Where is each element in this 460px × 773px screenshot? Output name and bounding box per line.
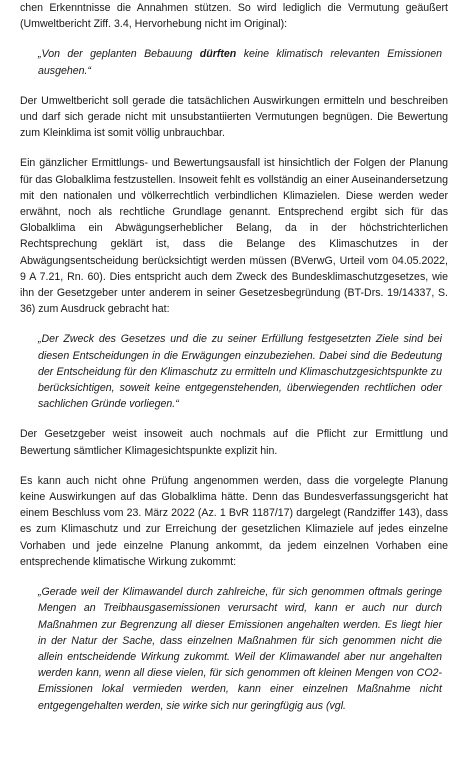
quote-text-end: keine klimatisch relevanten Emissionen ausgehen.“ bbox=[38, 48, 442, 77]
paragraph-bverfg: Es kann auch nicht ohne Prüfung angenommen werden, dass die vorgelegte Planung keine Auswirkungen auf das Globalklima hätte. Denn das Bundesverfassungsgericht hat einem Beschluss vom 23. März 2022 (Az. 1 BvR 1187/17) dargelegt (Randziffer 143), dass es zum Klimaschutz und zur Erreichung der gesetzlichen Klimaziele auf jedes einzelne Vorhaben und jede einzelne Planung ankommt, da jedem einzelnen Vorhaben eine entsprechende klimatische Wirkung zukommt: bbox=[20, 474, 448, 568]
quote-text-start: „Von der geplanten Bebauung bbox=[38, 48, 200, 61]
quote-emphasis: dürften bbox=[199, 48, 237, 61]
paragraph-gesetzgeber: Der Gesetzgeber weist insoweit auch nochmals auf die Pflicht zur Ermittlung und Bewertung sämtlicher Klimagesichtspunkte explizit hin. bbox=[20, 428, 448, 457]
paragraph-kleinklima: Der Umweltbericht soll gerade die tatsächlichen Auswirkungen ermitteln und beschreiben und darf sich gerade nicht mit unsubstantiierten Vermutungen begnügen. Die Bewertung zum Kleinklima ist somit völlig unbrauchbar. bbox=[20, 94, 448, 140]
quote-umweltbericht bbox=[20, 46, 448, 78]
paragraph-intro: chen Erkenntnisse die Annahmen stützen. So wird lediglich die Vermutung geäußert (Umweltbericht Ziff. 3.4, Hervorhebung nicht im Original): bbox=[20, 2, 448, 31]
quote-bverfg: „Gerade weil der Klimawandel durch zahlreiche, für sich genommen oftmals geringe Mengen an Treibhausgasemissionen verursacht wird, kann er auch nur durch Maßnahmen zur Begrenzung all dieser Emissionen angehalten werden. Es liegt hier in der Natur der Sache, dass einzelnen Maßnahmen für sich genommen nicht die allein entscheidende Wirkung zukommt. Weil der Klimawandel aber nur angehalten werden kann, wenn all diese vielen, für sich genommen oft kleinen Mengen von CO2-Emissionen lokal vermieden werden, kann einer einzelnen Maßnahme nicht entgegengehalten werden, sie wirke sich nur geringfügig aus (vgl. bbox=[38, 586, 442, 712]
paragraph-globalklima: Ein gänzlicher Ermittlungs- und Bewertungsausfall ist hinsichtlich der Folgen der Planung für das Globalklima festzustellen. Insoweit fehlt es vollständig an einer Auseinandersetzung mit den nationalen und völkerrechtlich verbindlichen Klimazielen. Diese werden weder erwähnt, noch als rechtliche Grundlage genannt. Entsprechend ergibt sich für das Globalklima ein Abwägungserheblicher Belang, da in der höchstrichterlichen Rechtsprechung geklärt ist, dass die Belange des Klimaschutzes in der Abwägungsentscheidung berücksichtigt werden müssen (BVerwG, Urteil vom 04.05.2022, 9 A 7.21, Rn. 60). Dies entspricht auch dem Zweck des Bundesklimaschutzgesetzes, wie ihn der Gesetzgeber unter anderem in seiner Gesetzesbegründung (BT-Drs. 19/14337, S. 36) zum Ausdruck gebracht hat: bbox=[20, 157, 448, 316]
quote-gesetzesbegruendung: „Der Zweck des Gesetzes und die zu seiner Erfüllung festgesetzten Ziele sind bei diesen Entscheidungen in die Erwägungen einzubeziehen. Dabei sind die Bedeutung der Entscheidung für den Klimaschutz zu ermitteln und Klimaschutzgesichtspunkte zu berücksichtigen, soweit keine entgegenstehenden, überwiegenden rechtlichen oder sachlichen Gründe vorliegen.“ bbox=[38, 333, 442, 411]
